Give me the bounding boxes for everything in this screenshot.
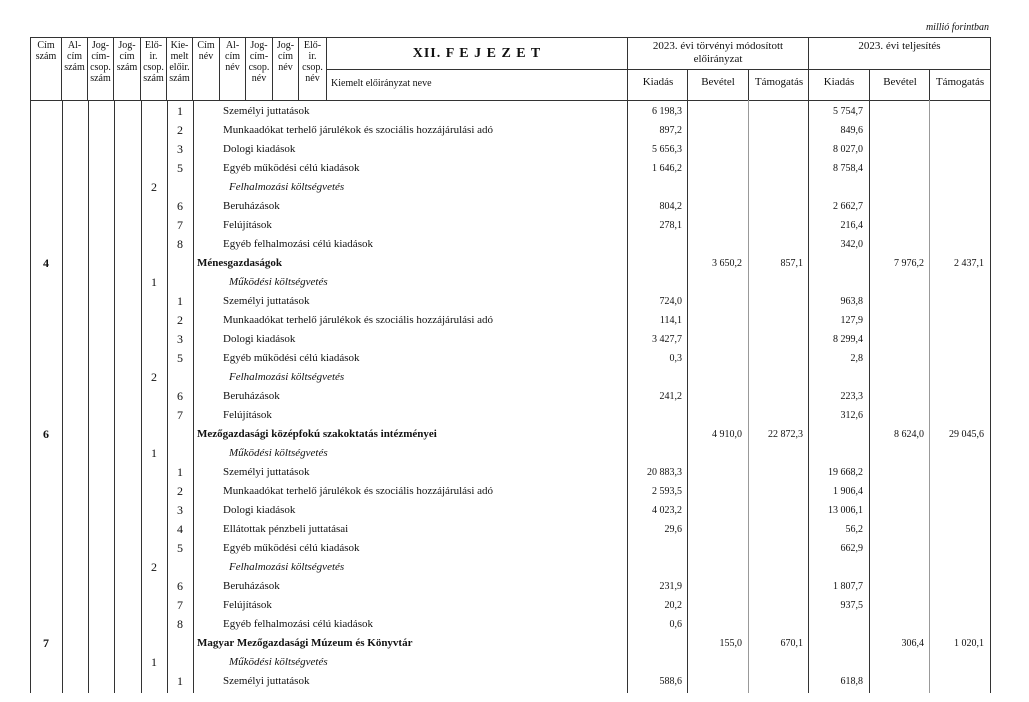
column-divider [869, 69, 870, 100]
appropriation-name: Működési költségvetés [229, 656, 328, 668]
value-cell: 29 045,6 [949, 429, 984, 440]
table-row [31, 311, 990, 330]
value-cell: 306,4 [901, 638, 924, 649]
appropriation-name: Egyéb felhalmozási célú kiadások [223, 618, 373, 630]
table-row [31, 102, 990, 121]
appropriation-name: Felhalmozási költségvetés [229, 371, 345, 383]
value-cell: 1 906,4 [833, 486, 863, 497]
table-row [31, 634, 990, 653]
column-header: Kie- melt előir. szám [167, 38, 193, 100]
value-cell: 6 198,3 [652, 106, 682, 117]
table-row [31, 444, 990, 463]
cim-number: 4 [43, 256, 49, 270]
value-cell: 8 027,0 [833, 144, 863, 155]
budget-table [30, 37, 991, 693]
table-row [31, 425, 990, 444]
header-bottom-line [31, 100, 990, 101]
table-row [31, 463, 990, 482]
column-header: Jog- cím név [273, 38, 299, 100]
column-divider [748, 69, 749, 100]
kiemelt-number: 7 [177, 218, 183, 232]
column-header: Jog- cím- csop. szám [88, 38, 114, 100]
value-cell: 13 006,1 [828, 505, 863, 516]
kiemelt-number: 2 [177, 484, 183, 498]
appropriation-name: Egyéb működési célú kiadások [223, 542, 360, 554]
header-divider [327, 69, 990, 70]
value-cell: 0,6 [669, 619, 682, 630]
appropriation-name: Személyi juttatások [223, 466, 310, 478]
table-row [31, 254, 990, 273]
table-row [31, 216, 990, 235]
value-cell: 20,2 [664, 600, 682, 611]
value-cell: 22 872,3 [768, 429, 803, 440]
table-row [31, 368, 990, 387]
value-cell: 588,6 [659, 676, 682, 687]
appropriation-name: Beruházások [223, 580, 280, 592]
column-header: Cím név [193, 38, 220, 100]
kiemelt-number: 5 [177, 351, 183, 365]
cim-number: 6 [43, 427, 49, 441]
column-divider [808, 69, 809, 100]
value-column-header: Támogatás [754, 76, 804, 88]
table-row [31, 539, 990, 558]
appropriation-name: Beruházások [223, 390, 280, 402]
table-row [31, 653, 990, 672]
value-cell: 662,9 [840, 543, 863, 554]
value-cell: 1 020,1 [954, 638, 984, 649]
table-row [31, 178, 990, 197]
table-row [31, 197, 990, 216]
value-cell: 0,3 [669, 353, 682, 364]
table-row [31, 615, 990, 634]
value-cell: 29,6 [664, 524, 682, 535]
kiemelt-number: 8 [177, 617, 183, 631]
unit-label: millió forintban [925, 22, 989, 33]
column-header: Cím szám [31, 38, 62, 100]
table-row [31, 273, 990, 292]
group-header-actual: 2023. évi teljesítés [858, 40, 941, 52]
eloir-csop-number: 1 [151, 655, 157, 669]
value-cell: 8 299,4 [833, 334, 863, 345]
value-cell: 278,1 [659, 220, 682, 231]
appropriation-name: Dologi kiadások [223, 143, 296, 155]
kiemelt-number: 3 [177, 332, 183, 346]
column-header: Jog- cím- csop. név [246, 38, 273, 100]
value-cell: 241,2 [659, 391, 682, 402]
appropriation-name: Személyi juttatások [223, 295, 310, 307]
kiemelt-number: 1 [177, 674, 183, 688]
appropriation-name: Egyéb felhalmozási célú kiadások [223, 238, 373, 250]
value-cell: 2 437,1 [954, 258, 984, 269]
table-row [31, 596, 990, 615]
table-row [31, 558, 990, 577]
value-cell: 670,1 [780, 638, 803, 649]
value-cell: 1 807,7 [833, 581, 863, 592]
eloir-csop-number: 2 [151, 180, 157, 194]
value-cell: 8 758,4 [833, 163, 863, 174]
value-cell: 7 976,2 [894, 258, 924, 269]
appropriation-name: Felhalmozási költségvetés [229, 561, 345, 573]
appropriation-name: Beruházások [223, 200, 280, 212]
appropriation-name: Felújítások [223, 599, 272, 611]
table-row [31, 520, 990, 539]
kiemelt-number: 1 [177, 104, 183, 118]
value-cell: 724,0 [659, 296, 682, 307]
value-cell: 114,1 [659, 315, 682, 326]
value-cell: 804,2 [659, 201, 682, 212]
appropriation-name: Felújítások [223, 219, 272, 231]
value-cell: 342,0 [840, 239, 863, 250]
appropriation-name: Felújítások [223, 409, 272, 421]
appropriation-name: Felhalmozási költségvetés [229, 181, 345, 193]
kiemelt-number: 7 [177, 598, 183, 612]
table-row [31, 387, 990, 406]
group-header-planned: 2023. évi törvényi módosított előirányzat [627, 38, 809, 69]
kiemelt-number: 3 [177, 142, 183, 156]
table-row [31, 159, 990, 178]
value-cell: 937,5 [840, 600, 863, 611]
appropriation-name: Munkaadókat terhelő járulékok és szociális hozzájárulási adó [223, 124, 494, 136]
kiemelt-number: 1 [177, 294, 183, 308]
eloir-csop-number: 2 [151, 560, 157, 574]
column-divider [687, 69, 688, 100]
value-column-header: Bevétel [883, 76, 917, 88]
name-column-header: Kiemelt előirányzat neve [331, 78, 432, 89]
value-cell: 963,8 [840, 296, 863, 307]
appropriation-name: Személyi juttatások [223, 105, 310, 117]
table-row [31, 349, 990, 368]
table-row [31, 406, 990, 425]
eloir-csop-number: 2 [151, 370, 157, 384]
chapter-title: XII. F E J E Z E T [412, 46, 542, 61]
column-header: Al- cím szám [62, 38, 88, 100]
column-header: Jog- cím szám [114, 38, 141, 100]
value-cell: 5 754,7 [833, 106, 863, 117]
value-column-header: Kiadás [823, 76, 855, 88]
table-row [31, 235, 990, 254]
value-cell: 2,8 [850, 353, 863, 364]
value-cell: 5 656,3 [652, 144, 682, 155]
kiemelt-number: 6 [177, 389, 183, 403]
kiemelt-number: 2 [177, 123, 183, 137]
kiemelt-number: 6 [177, 579, 183, 593]
column-header: Elő- ir. csop. név [299, 38, 327, 100]
appropriation-name: Munkaadókat terhelő járulékok és szociális hozzájárulási adó [223, 485, 494, 497]
kiemelt-number: 7 [177, 408, 183, 422]
table-row [31, 482, 990, 501]
value-cell: 1 646,2 [652, 163, 682, 174]
appropriation-name: Ellátottak pénzbeli juttatásai [223, 523, 349, 535]
value-cell: 127,9 [840, 315, 863, 326]
appropriation-name: Dologi kiadások [223, 333, 296, 345]
cim-number: 7 [43, 636, 49, 650]
value-cell: 857,1 [780, 258, 803, 269]
value-cell: 155,0 [719, 638, 742, 649]
appropriation-name: Dologi kiadások [223, 504, 296, 516]
appropriation-name: Működési költségvetés [229, 276, 328, 288]
value-column-header: Támogatás [935, 76, 985, 88]
appropriation-name: Ménesgazdaságok [197, 257, 282, 269]
appropriation-name: Magyar Mezőgazdasági Múzeum és Könyvtár [197, 637, 413, 649]
value-cell: 8 624,0 [894, 429, 924, 440]
value-cell: 618,8 [840, 676, 863, 687]
kiemelt-number: 8 [177, 237, 183, 251]
kiemelt-number: 6 [177, 199, 183, 213]
appropriation-name: Mezőgazdasági középfokú szakoktatás intézményei [197, 428, 437, 440]
value-cell: 3 427,7 [652, 334, 682, 345]
value-cell: 897,2 [659, 125, 682, 136]
value-column-header: Kiadás [642, 76, 674, 88]
table-row [31, 577, 990, 596]
table-row [31, 672, 990, 691]
table-row [31, 330, 990, 349]
value-cell: 2 593,5 [652, 486, 682, 497]
value-cell: 20 883,3 [647, 467, 682, 478]
column-header: Elő- ir. csop. szám [141, 38, 167, 100]
appropriation-name: Személyi juttatások [223, 675, 310, 687]
kiemelt-number: 2 [177, 313, 183, 327]
table-row [31, 140, 990, 159]
appropriation-name: Munkaadókat terhelő járulékok és szociális hozzájárulási adó [223, 314, 494, 326]
column-header: Al- cím név [220, 38, 246, 100]
value-cell: 2 662,7 [833, 201, 863, 212]
kiemelt-number: 5 [177, 161, 183, 175]
table-row [31, 292, 990, 311]
kiemelt-number: 5 [177, 541, 183, 555]
value-column-header: Bevétel [701, 76, 735, 88]
value-cell: 216,4 [840, 220, 863, 231]
kiemelt-number: 3 [177, 503, 183, 517]
value-cell: 312,6 [840, 410, 863, 421]
kiemelt-number: 1 [177, 465, 183, 479]
value-cell: 231,9 [659, 581, 682, 592]
table-row [31, 121, 990, 140]
value-cell: 56,2 [845, 524, 863, 535]
eloir-csop-number: 1 [151, 446, 157, 460]
value-cell: 4 023,2 [652, 505, 682, 516]
value-cell: 3 650,2 [712, 258, 742, 269]
value-cell: 4 910,0 [712, 429, 742, 440]
eloir-csop-number: 1 [151, 275, 157, 289]
value-cell: 19 668,2 [828, 467, 863, 478]
appropriation-name: Működési költségvetés [229, 447, 328, 459]
column-divider [929, 69, 930, 100]
kiemelt-number: 4 [177, 522, 183, 536]
column-divider [627, 69, 628, 100]
appropriation-name: Egyéb működési célú kiadások [223, 162, 360, 174]
appropriation-name: Egyéb működési célú kiadások [223, 352, 360, 364]
value-cell: 849,6 [840, 125, 863, 136]
value-cell: 223,3 [840, 391, 863, 402]
table-row [31, 501, 990, 520]
